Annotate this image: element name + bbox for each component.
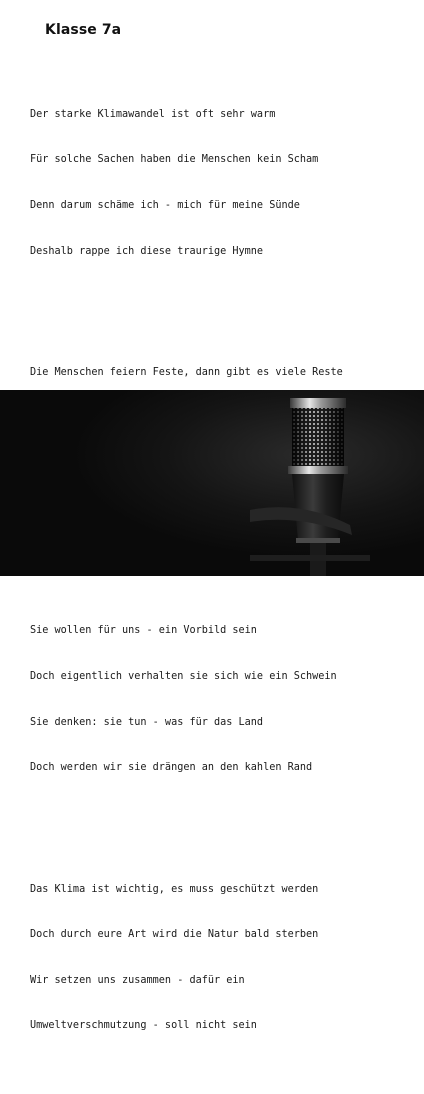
stanza-4: [30, 851, 410, 1064]
poem-line: Doch werden wir sie drängen an den kahlen Rand: [30, 762, 313, 774]
poem-line: Sie wollen für uns - ein Vorbild sein: [30, 625, 257, 637]
poem-line: Die Menschen feiern Feste, dann gibt es viele Reste: [30, 367, 343, 379]
poem-line: Sie denken: sie tun - was für das Land: [30, 716, 264, 728]
stanza-1: [30, 76, 410, 289]
stanza-3: [30, 593, 410, 806]
poem-line: Das Klima ist wichtig, es muss geschützt werden: [30, 883, 319, 895]
poem-line: Umweltverschmutzung - soll nicht sein: [30, 1020, 257, 1032]
poem-line: Doch durch eure Art wird die Natur bald sterben: [30, 929, 319, 941]
microphone-photo: [0, 390, 424, 576]
poem-line: Für solche Sachen haben die Menschen kein Scham: [30, 154, 319, 166]
poem-line: Deshalb rappe ich diese traurige Hymne: [30, 245, 264, 257]
page-title: Klasse 7a: [45, 22, 122, 38]
poem-line: Der starke Klimawandel ist oft sehr warm: [30, 108, 276, 120]
poem-line: Doch eigentlich verhalten sie sich wie ein Schwein: [30, 670, 337, 682]
poem-line: Denn darum schäme ich - mich für meine Sünde: [30, 200, 300, 212]
microphone-illustration: [0, 390, 424, 576]
poem-line: Wir setzen uns zusammen - dafür ein: [30, 974, 245, 986]
